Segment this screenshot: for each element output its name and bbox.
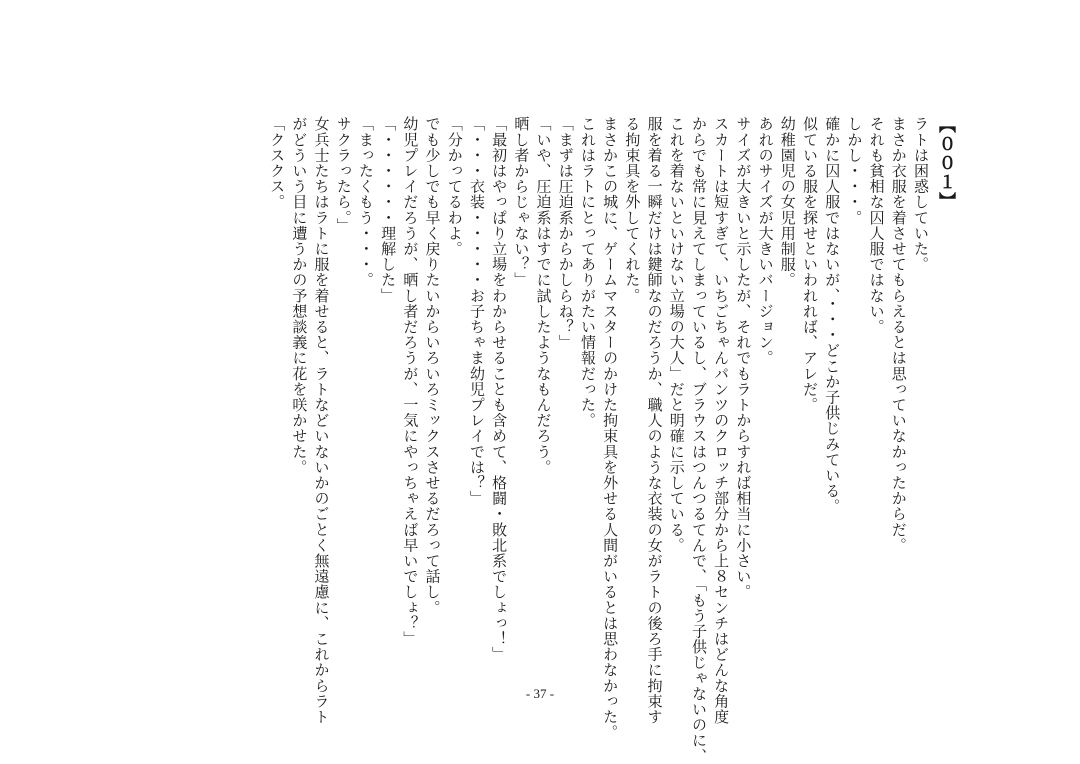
text-line: 女兵士たちはラトに服を着せると、ラトなどいないかのごとく無遠慮に、これからラト [312, 116, 331, 725]
text-line: 「まずは圧迫系からかしらね？」 [556, 116, 575, 350]
text-line: 「まったくもう・・・。 [356, 116, 375, 288]
text-line: 服を着る一瞬だけは鍵師なのだろうか、職人のような衣装の女がラトの後ろ手に拘束す [645, 116, 664, 725]
text-line: それも貧相な囚人服ではない。 [867, 116, 886, 335]
page-number: - 37 - [525, 686, 555, 701]
text-line: 「いや、圧迫系はすでに試したようなもんだろう。 [534, 116, 553, 475]
text-line: 幼稚園児の女児用制服。 [778, 116, 797, 288]
text-line: 「最初はやっぱり立場をわからせることも含めて、格闘・敗北系でしょっ！」 [490, 116, 509, 662]
text-line: サイズが大きいと示したが、それでもラトからすれば相当に小さい。 [734, 116, 753, 600]
text-line: まさかこの城に、ゲームマスターのかけた拘束具を外せる人間がいるとは思わなかった。 [601, 116, 620, 740]
text-line: これを着ないといけない立場の大人」だと明確に示している。 [667, 116, 686, 553]
text-line: これはラトにとってありがたい情報だった。 [578, 116, 597, 428]
text-line: あれのサイズが大きいバージョン。 [756, 116, 775, 366]
text-line: サクラったら。」 [334, 116, 353, 234]
text-line: しかし・・・。 [845, 116, 864, 226]
text-line: 晒し者からじゃない？」 [512, 116, 531, 288]
text-line: がどういう目に遭うかの予想談義に花を咲かせた。 [290, 116, 309, 475]
text-line: 「分かってるわよ。 [445, 116, 464, 257]
text-line: ラトは困惑していた。 [912, 116, 930, 272]
text-line: 確かに囚人服ではないが、・・・どこか子供じみている。 [823, 116, 842, 515]
text-line: でも少しでも早く戻りたいからいろいろミックスさせるだろって話し。 [423, 116, 442, 616]
text-line: 「・・・衣装・・・・・お子ちゃま幼児プレイでは？」 [467, 116, 486, 506]
text-line: 「・・・・・・理解した」 [379, 116, 398, 304]
text-line: スカートは短すぎて、いちごちゃんパンツのクロッチ部分から上８センチはどんな角度 [712, 116, 731, 725]
text-line: る拘束具を外してくれた。 [623, 116, 642, 304]
text-line: まさか衣服を着させてもらえるとは思っていなかったからだ。 [889, 116, 908, 553]
text-line: 似ている服を探せといわれれば、アレだ。 [800, 116, 819, 413]
text-line: 「クスクス。 [268, 116, 287, 210]
text-line: からでも常に見えてしまっているし、ブラウスはつんつるてんで、「もう子供じゃないのに、 [689, 116, 708, 764]
text-line: 幼児プレイだろうが、晒し者だろうが、一気にやっちゃえば早いでしょ？」 [401, 116, 420, 647]
chapter-heading: 【００１】 [935, 116, 955, 211]
